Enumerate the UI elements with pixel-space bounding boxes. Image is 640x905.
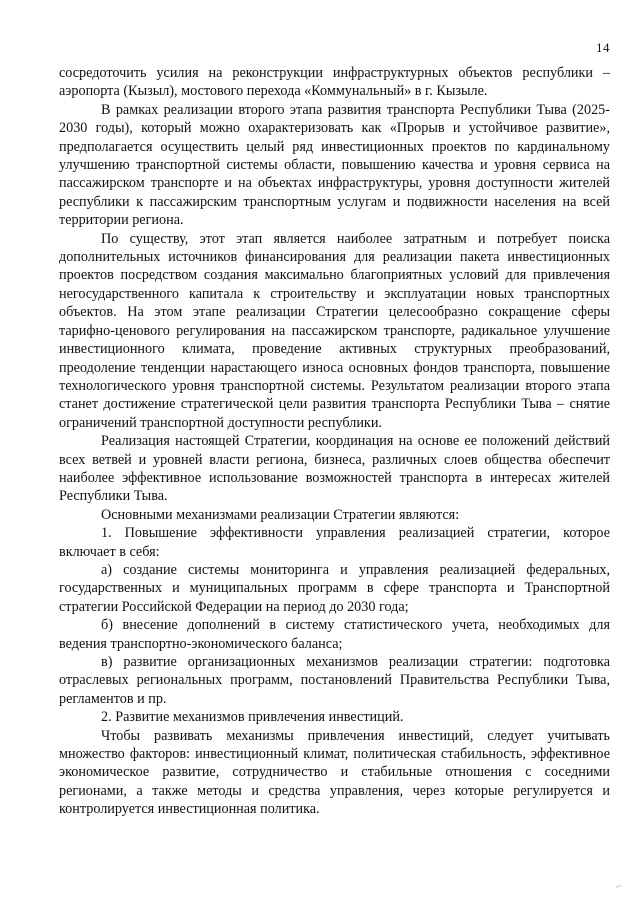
corner-mark-icon: ~ [613, 880, 625, 893]
list-item-2: 2. Развитие механизмов привлечения инвестиций. [101, 709, 404, 726]
paragraph-strategy-implementation: Реализация настоящей Стратегии, координация на основе ее положений действий всех ветвей и уровней власти региона, бизнеса, различных слоев общества обеспечит наиболее эффективное использование возможностей транспорта в интересах жителей Республики Тыва. [59, 433, 610, 505]
list-item-1a: а) создание системы мониторинга и управления реализацией федеральных, государственных и муниципальных программ в сфере транспорта и Транспортной стратегии Российской Федерации на период до 2030 года; [59, 561, 610, 615]
list-item-1b: б) внесение дополнений в систему статистического учета, необходимых для ведения транспортно-экономического баланса; [59, 617, 610, 652]
list-item-1c: в) развитие организационных механизмов реализации стратегии: подготовка отраслевых региональных программ, постановлений Правительства Республики Тыва, регламентов и пр. [59, 654, 610, 707]
page-number: 14 [596, 40, 610, 55]
paragraph-investment-factors: Чтобы развивать механизмы привлечения инвестиций, следует учитывать множество факторов: инвестиционный климат, политическая стабильность, эффективное экономическое развитие, сотрудничество и стабильные отношения с соседними регионами, а также методы и средства управления, через которые регулируется и контролируется инвестиционная политика. [59, 727, 610, 818]
paragraph-continuation: сосредоточить усилия на реконструкции инфраструктурных объектов республики – аэропорта (Кызыл), мостового перехода «Коммунальный» в г. Кызыле. [59, 65, 610, 100]
paragraph-costly-stage: По существу, этот этап является наиболее затратным и потребует поиска дополнительных источников финансирования для реализации пакета инвестиционных проектов посредством создания максимально благоприятных условий для привлечения негосударственного капитала к строительству и эксплуатации новых транспортных объектов. На этом этапе реализации Стратегии целесообразно сокращение сферы тарифно-ценового регулирования на пассажирском транспорте, радикальное улучшение инвестиционного климата, проведение активных структурных преобразований, преодоление тенденции нарастающего износа основных фондов транспорта, повышение технологического уровня транспортной системы. Результатом реализации второго этапа станет достижение стратегической цели развития транспорта Республики Тыва – снятие ограничений транспортной доступности республики. [59, 230, 610, 431]
document-body [59, 64, 610, 819]
list-item-1: 1. Повышение эффективности управления реализацией стратегии, которое включает в себя: [59, 525, 610, 560]
paragraph-second-stage: В рамках реализации второго этапа развития транспорта Республики Тыва (2025-2030 годы), который можно охарактеризовать как «Прорыв и устойчивое развитие», предполагается осуществить целый ряд инвестиционных проектов по кардинальному улучшению транспортной системы области, повышению качества и уровня сервиса на пассажирском транспорте и на объектах инфраструктуры, уровня доступности жителей республики к пассажирским транспортным услугам и подвижности населения на всей территории региона. [59, 101, 610, 229]
paragraph-mechanisms-intro: Основными механизмами реализации Стратегии являются: [101, 506, 460, 523]
